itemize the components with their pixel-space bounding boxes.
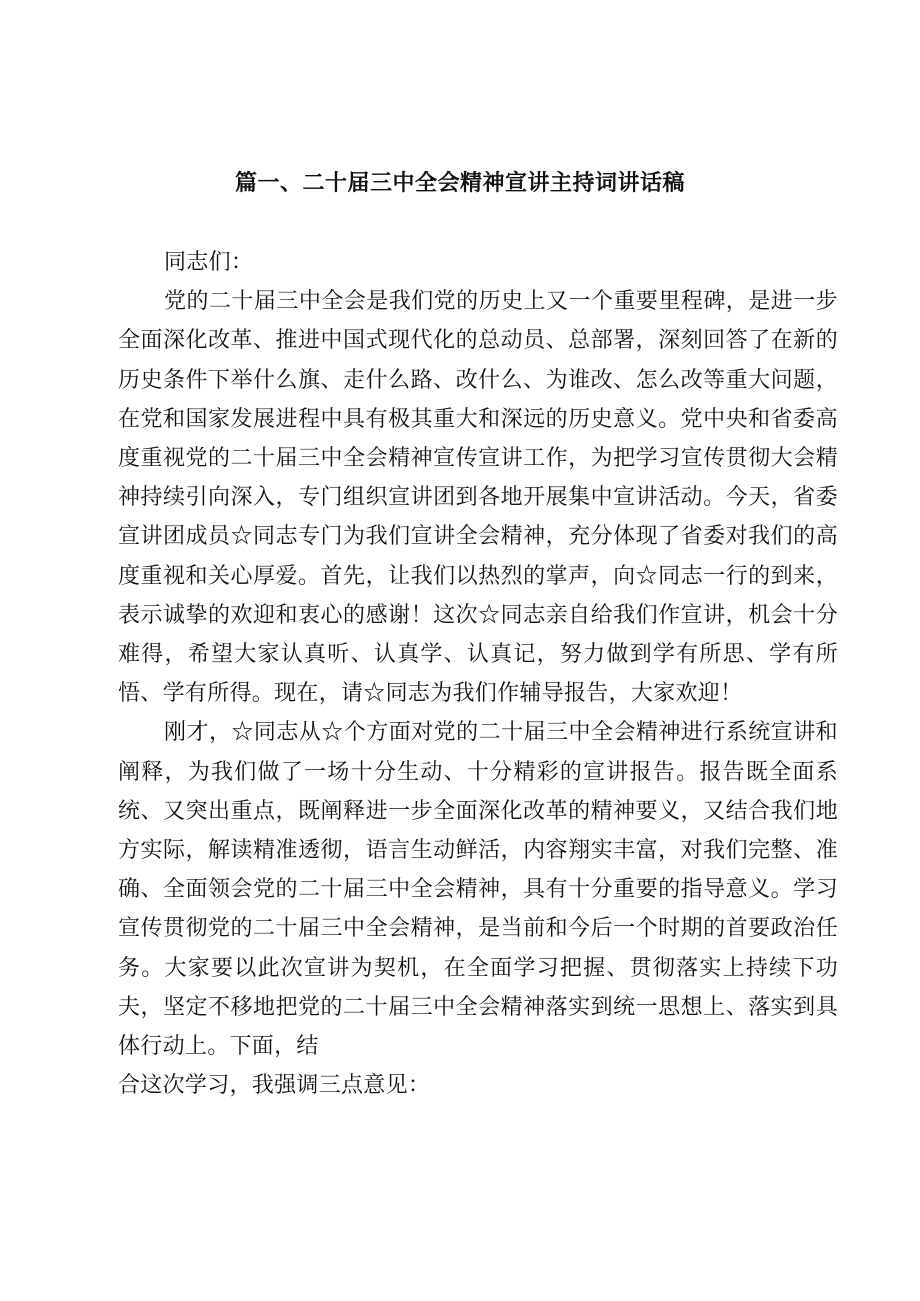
paragraph-2: 刚才，☆同志从☆个方面对党的二十届三中全会精神进行系统宣讲和阐释，为我们做了一场十分生动、十分精彩的宣讲报告。报告既全面系统、又突出重点，既阐释进一步全面深化改革的精神要义，又结合我们地方实际，解读精准透彻，语言生动鲜活，内容翔实丰富，对我们完整、准确、全面领会党的二十届三中全会精神，具有十分重要的指导意义。学习宣传贯彻党的二十届三中全会精神，是当前和今后一个时期的首要政治任务。大家要以此次宣讲为契机，在全面学习把握、贯彻落实上持续下功夫，坚定不移地把党的二十届三中全会精神落实到统一思想上、落实到具体行动上。下面，结: [118, 720, 838, 1060]
salutation: 同志们：: [164, 250, 254, 275]
paragraph-1: 党的二十届三中全会是我们党的历史上又一个重要里程碑，是进一步全面深化改革、推进中国式现代化的总动员、总部署，深刻回答了在新的历史条件下举什么旗、走什么路、改什么、为谁改、怎么改等重大问题，在党和国家发展进程中具有极其重大和深远的历史意义。党中央和省委高度重视党的二十届三中全会精神宣传宣讲工作，为把学习宣传贯彻大会精神持续引向深入，专门组织宣讲团到各地开展集中宣讲活动。今天，省委宣讲团成员☆同志专门为我们宣讲全会精神，充分体现了省委对我们的高度重视和关心厚爱。首先，让我们以热烈的掌声，向☆同志一行的到来，表示诚挚的欢迎和衷心的感谢！这次☆同志亲自给我们作宣讲，机会十分难得，希望大家认真听、认真学、认真记，努力做到学有所思、学有所悟、学有所得。现在，请☆同志为我们作辅导报告，大家欢迎！: [118, 289, 838, 707]
document-body: [118, 243, 838, 1105]
document-title: 篇一、二十届三中全会精神宣讲主持词讲话稿: [234, 170, 685, 196]
paragraph-continuation: 合这次学习，我强调三点意见：: [118, 1073, 431, 1099]
